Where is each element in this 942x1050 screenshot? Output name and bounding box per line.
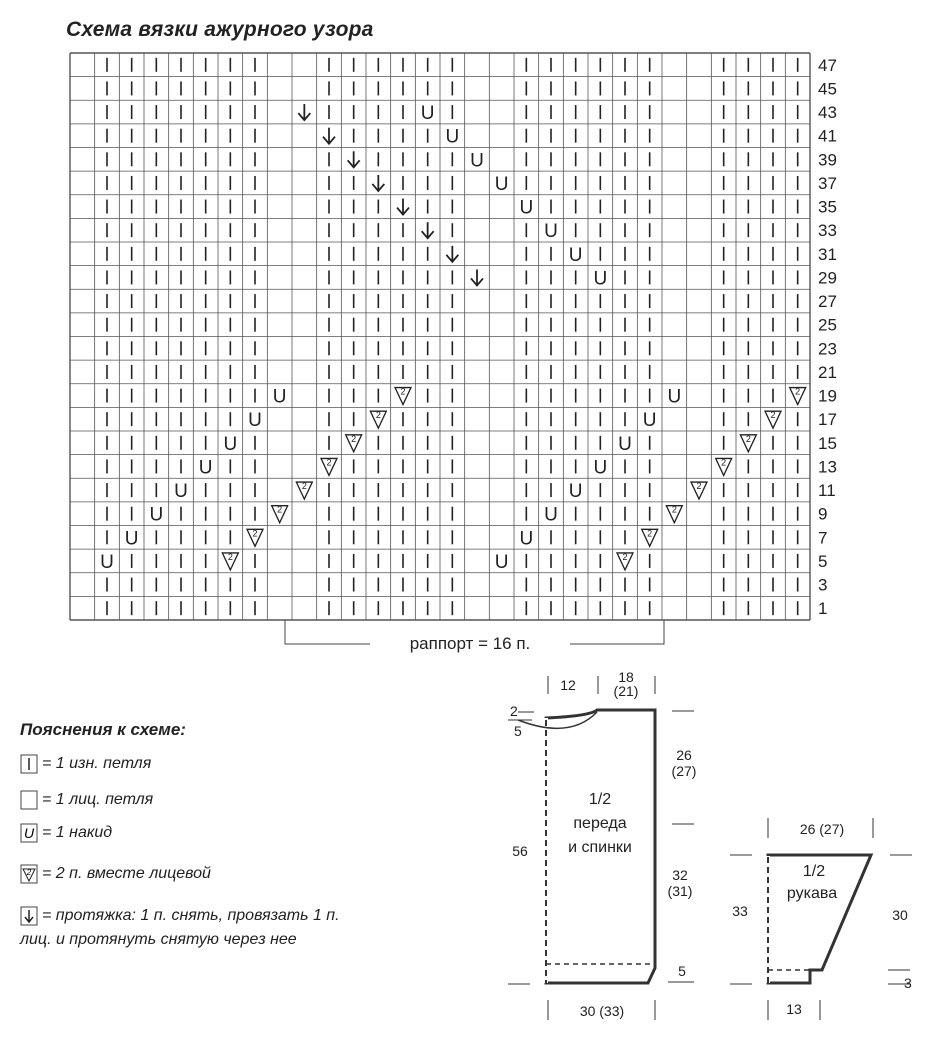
row-label: 39 <box>818 150 837 170</box>
legend-item-yarn-over: U = 1 накид <box>20 821 112 845</box>
yarn-over-mark: U <box>494 173 509 195</box>
k2tog-number: 2 <box>745 433 751 444</box>
k2tog-number: 2 <box>277 504 283 515</box>
yarn-over-mark: U <box>494 551 509 573</box>
k2tog-number: 2 <box>351 433 357 444</box>
k2tog-number: 2 <box>252 528 258 539</box>
legend-item-k2tog: 2 = 2 п. вместе лицевой <box>20 862 211 886</box>
yarn-over-mark: U <box>519 197 534 219</box>
legend-item-knit: = 1 лиц. петля <box>20 788 153 812</box>
repeat-label: раппорт = 16 п. <box>409 634 531 653</box>
row-label: 31 <box>818 244 837 264</box>
k2tog-number: 2 <box>400 386 406 397</box>
yarn-over-mark: U <box>445 126 460 148</box>
k2tog-number: 2 <box>326 457 332 468</box>
sleeve-label-1: 1/2 <box>802 863 826 880</box>
dim-neck-a: 2 <box>510 703 518 719</box>
row-label: 33 <box>818 221 837 241</box>
yarn-over-mark: U <box>248 410 262 432</box>
row-label: 41 <box>818 126 837 146</box>
yarn-over-mark: U <box>223 433 238 455</box>
yarn-over-mark: U <box>593 268 608 290</box>
yarn-over-mark: U <box>642 410 657 432</box>
k2tog-number: 2 <box>375 410 381 421</box>
body-label-3: и спинки <box>568 839 632 856</box>
yarn-over-mark: U <box>174 481 188 503</box>
row-label: 7 <box>818 528 828 548</box>
yarn-over-mark: U <box>519 528 534 550</box>
dim-sleeve-bottom: 13 <box>786 1001 802 1017</box>
row-label: 15 <box>818 433 837 453</box>
legend-item-slip-pass: = протяжка: 1 п. снять, провязать 1 п. лиц. и протянуть снятую через нее <box>20 907 340 948</box>
yarn-over-mark: U <box>198 457 213 479</box>
row-label: 27 <box>818 292 837 312</box>
dim-body-length: 56 <box>512 843 528 859</box>
sleeve-label-2: рукава <box>786 885 838 902</box>
body-piece <box>508 669 696 1020</box>
sleeve-piece <box>730 818 912 1020</box>
row-label: 21 <box>818 362 837 382</box>
yarn-over-mark: U <box>272 386 287 408</box>
body-label-2: переда <box>573 815 627 832</box>
k2tog-number: 2 <box>227 551 233 562</box>
page-title: Схема вязки ажурного узора <box>66 18 374 41</box>
k2tog-number: 2 <box>770 410 776 421</box>
svg-text:U: U <box>23 824 35 841</box>
dim-armhole: 26 <box>676 747 692 763</box>
row-label: 19 <box>818 386 837 406</box>
row-label: 3 <box>818 575 828 595</box>
row-label: 23 <box>818 339 837 359</box>
dim-cuff: 3 <box>904 975 912 991</box>
yarn-over-mark: U <box>544 504 558 526</box>
svg-text:2: 2 <box>26 867 32 877</box>
k2tog-number: 2 <box>301 481 307 492</box>
row-label: 45 <box>818 79 837 99</box>
yarn-over-mark: U <box>470 150 484 172</box>
dim-side: 32 <box>672 867 688 883</box>
body-label-1: 1/2 <box>588 791 612 808</box>
row-label: 29 <box>818 268 837 288</box>
row-label: 13 <box>818 457 837 477</box>
yarn-over-mark: U <box>568 481 583 503</box>
dim-side-alt: (31) <box>667 883 693 899</box>
k2tog-number: 2 <box>721 457 727 468</box>
row-label: 37 <box>818 173 837 193</box>
row-label: 47 <box>818 55 837 75</box>
k2tog-number: 2 <box>671 504 677 515</box>
yarn-over-mark: U <box>667 386 682 408</box>
yarn-over-mark: U <box>124 528 139 550</box>
row-label: 17 <box>818 410 837 430</box>
yarn-over-mark: U <box>544 221 558 243</box>
dim-body-width: 30 (33) <box>579 1003 625 1019</box>
dim-neck-b: 5 <box>514 723 522 739</box>
row-label: 43 <box>818 103 837 123</box>
k2tog-number: 2 <box>647 528 653 539</box>
row-label: 9 <box>818 504 828 524</box>
yarn-over-mark: U <box>568 244 583 266</box>
dim-neck-width: 12 <box>560 677 576 693</box>
dim-shoulder-alt: (21) <box>613 683 639 699</box>
dim-sleeve-top: 26 (27) <box>799 821 845 837</box>
yarn-over-mark: U <box>618 433 632 455</box>
row-label: 1 <box>818 599 828 619</box>
row-label: 5 <box>818 551 828 571</box>
k2tog-number: 2 <box>622 551 628 562</box>
dim-sleeve-right: 30 <box>892 907 908 923</box>
k2tog-number: 2 <box>795 386 801 397</box>
yarn-over-mark: U <box>100 551 114 573</box>
dim-armhole-alt: (27) <box>671 763 697 779</box>
legend-item-purl: = 1 изн. петля <box>20 752 151 776</box>
dim-sleeve-left: 33 <box>732 903 748 919</box>
row-label: 25 <box>818 315 837 335</box>
row-label: 11 <box>818 481 836 501</box>
dim-hem: 5 <box>678 963 686 979</box>
k2tog-number: 2 <box>696 481 702 492</box>
yarn-over-mark: U <box>593 457 608 479</box>
yarn-over-mark: U <box>149 504 164 526</box>
yarn-over-mark: U <box>420 103 435 125</box>
legend-title: Пояснения к схеме: <box>20 720 186 739</box>
row-label: 35 <box>818 197 837 217</box>
dim-shoulder: 18 <box>618 669 634 685</box>
